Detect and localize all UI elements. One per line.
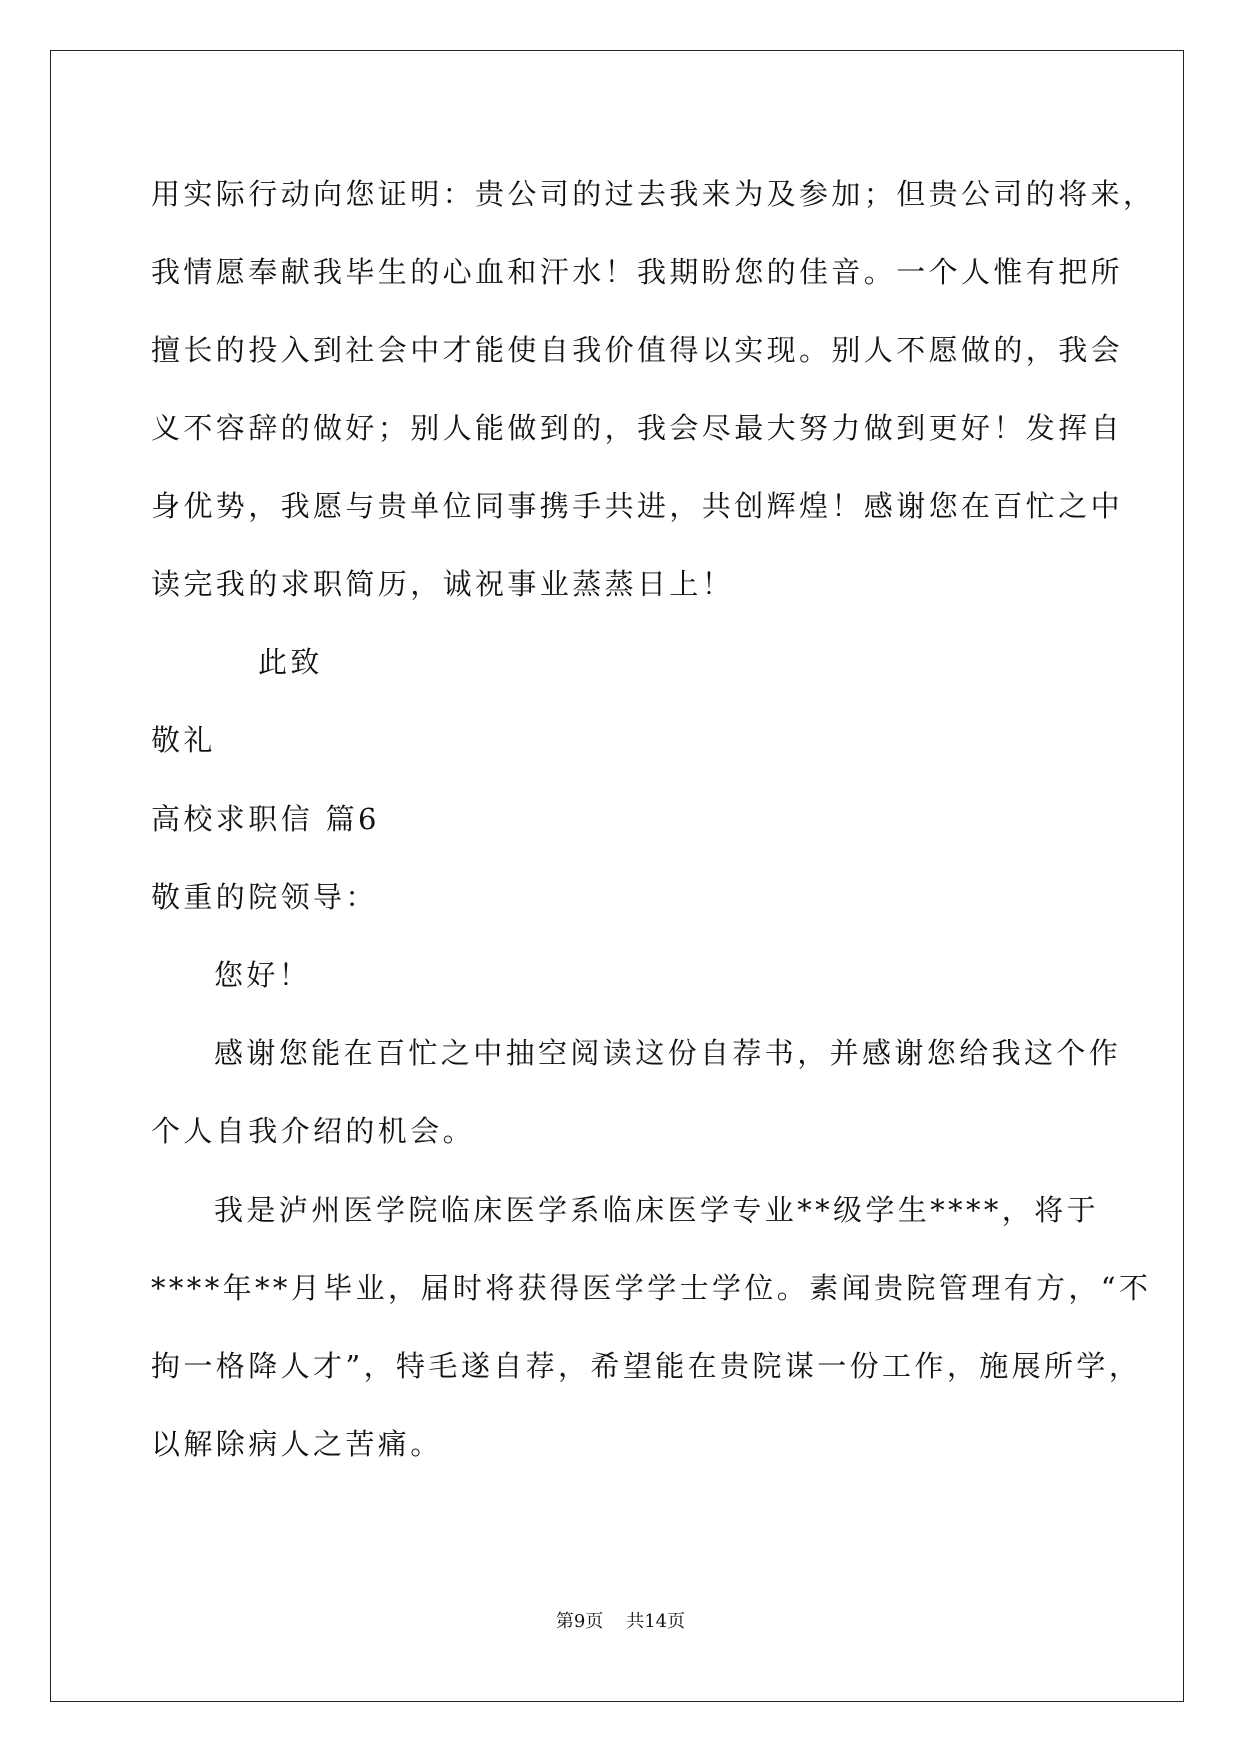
letter-addressee: 敬重的院领导： (151, 880, 378, 914)
body-line-1: 用实际行动向您证明：贵公司的过去我来为及参加；但贵公司的将来， (151, 177, 1156, 211)
body-line-5: 身优势，我愿与贵单位同事携手共进，共创辉煌！感谢您在百忙之中 (151, 489, 1124, 523)
body-line-11: 拘一格降人才”，特毛遂自荐，希望能在贵院谋一份工作，施展所学， (151, 1349, 1142, 1383)
closing-regards: 敬礼 (151, 723, 216, 757)
section-heading: 高校求职信 篇6 (151, 802, 380, 836)
body-line-3: 擅长的投入到社会中才能使自我价值得以实现。别人不愿做的，我会 (151, 333, 1124, 367)
body-line-10: ****年**月毕业，届时将获得医学学士学位。素闻贵院管理有方，“不 (151, 1271, 1152, 1305)
body-line-2: 我情愿奉献我毕生的心血和汗水！我期盼您的佳音。一个人惟有把所 (151, 255, 1124, 289)
body-line-4: 义不容辞的做好；别人能做到的，我会尽最大努力做到更好！发挥自 (151, 411, 1124, 445)
body-line-7: 感谢您能在百忙之中抽空阅读这份自荐书，并感谢您给我这个作 (214, 1036, 1122, 1070)
body-line-12: 以解除病人之苦痛。 (151, 1427, 443, 1461)
body-line-6: 读完我的求职简历，诚祝事业蒸蒸日上！ (151, 567, 735, 601)
body-line-8: 个人自我介绍的机会。 (151, 1114, 476, 1148)
body-line-9: 我是泸州医学院临床医学系临床医学专业**级学生****，将于 (214, 1193, 1100, 1227)
page-number-footer: 第9页 共14页 (555, 1611, 686, 1632)
letter-greeting: 您好！ (214, 958, 312, 992)
closing-salutation: 此致 (258, 645, 323, 679)
